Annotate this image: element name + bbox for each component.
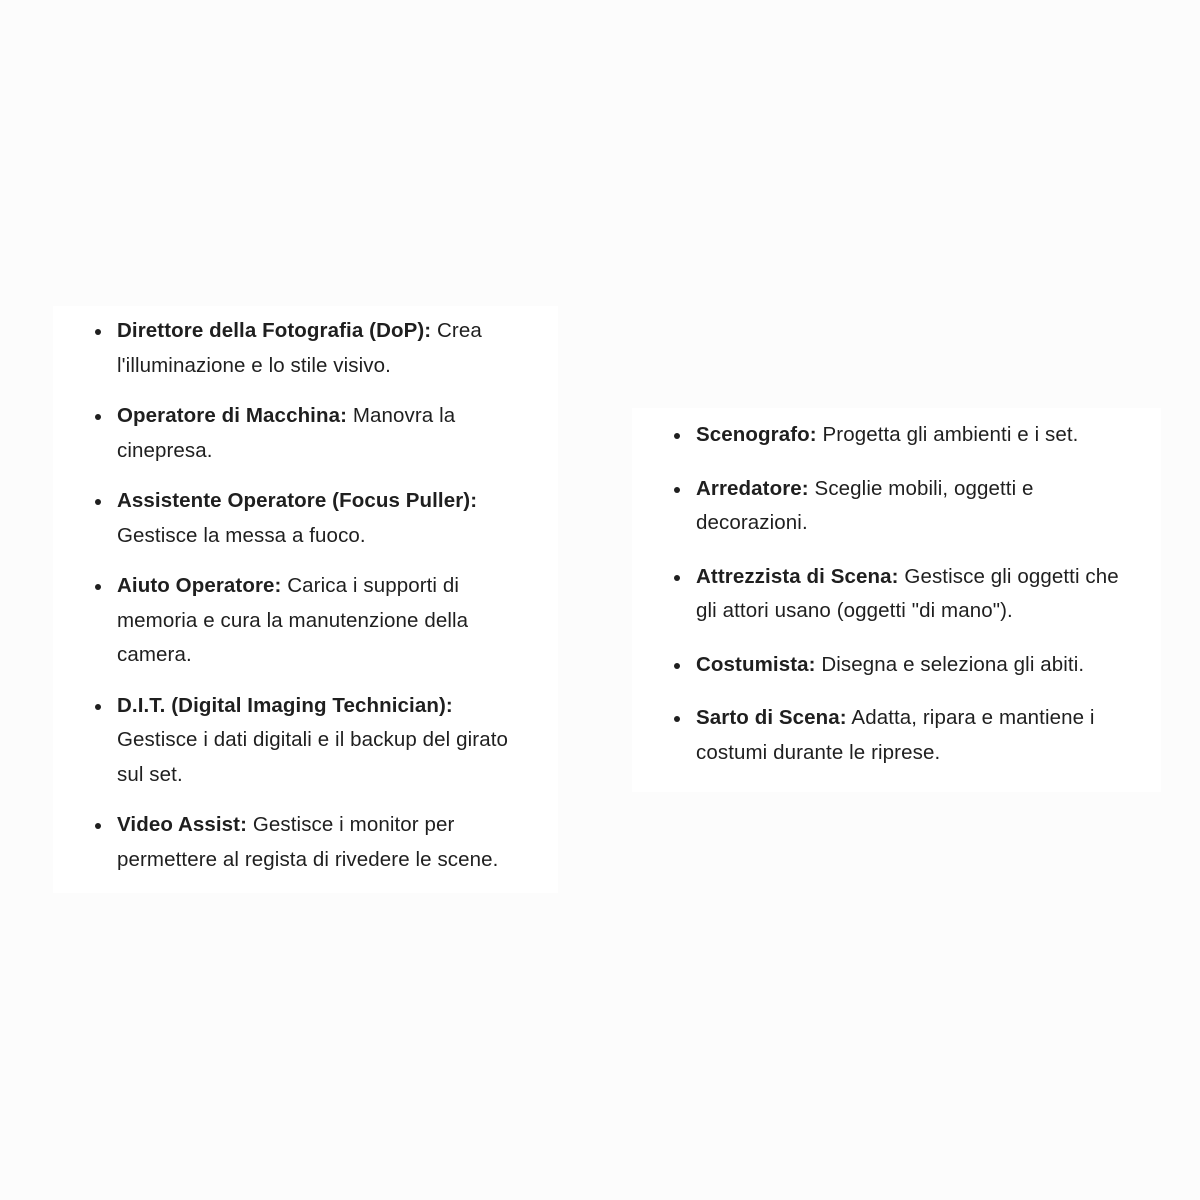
list-item xyxy=(93,689,538,793)
role-description: Manovra la cinepresa. xyxy=(117,404,456,462)
role-title: Scenografo: xyxy=(696,423,817,446)
camera-department-list xyxy=(93,314,538,877)
role-description: Gestisce gli oggetti che gli attori usano (oggetti "di mano"). xyxy=(696,564,1119,622)
list-item xyxy=(93,399,538,468)
role-title: Costumista: xyxy=(696,652,816,676)
list-item xyxy=(93,314,538,383)
role-description: Gestisce i monitor per permettere al regista di rivedere le scene. xyxy=(117,813,499,871)
role-title: Sarto di Scena: xyxy=(696,706,847,729)
list-item xyxy=(672,418,1141,453)
list-item xyxy=(672,560,1141,629)
role-description: Disegna e seleziona gli abiti. xyxy=(821,652,1085,676)
role-title: Video Assist: xyxy=(117,813,248,836)
role-title: Aiuto Operatore: xyxy=(117,574,282,597)
list-item xyxy=(93,484,538,553)
camera-department-card xyxy=(53,306,558,893)
role-description: Gestisce i dati digitali e il backup del girato sul set. xyxy=(117,728,508,786)
role-title: Assistente Operatore (Focus Puller): xyxy=(117,489,478,512)
role-title: D.I.T. (Digital Imaging Technician): xyxy=(117,693,453,717)
role-title: Attrezzista di Scena: xyxy=(696,564,899,588)
role-title: Arredatore: xyxy=(696,476,809,500)
list-item xyxy=(93,569,538,673)
role-description: Crea l'illuminazione e lo stile visivo. xyxy=(117,319,482,377)
list-item xyxy=(672,648,1141,683)
role-description: Adatta, ripara e mantiene i costumi durante le riprese. xyxy=(696,706,1095,764)
art-department-list xyxy=(672,418,1141,770)
role-description: Carica i supporti di memoria e cura la manutenzione della camera. xyxy=(117,574,469,666)
role-title: Direttore della Fotografia (DoP): xyxy=(117,319,432,342)
art-department-card xyxy=(632,408,1161,792)
role-description: Sceglie mobili, oggetti e decorazioni. xyxy=(696,476,1034,534)
list-item xyxy=(672,701,1141,770)
role-description: Progetta gli ambienti e i set. xyxy=(822,423,1079,446)
role-title: Operatore di Macchina: xyxy=(117,404,348,427)
role-description: Gestisce la messa a fuoco. xyxy=(117,523,366,547)
list-item xyxy=(93,808,538,877)
list-item xyxy=(672,472,1141,541)
